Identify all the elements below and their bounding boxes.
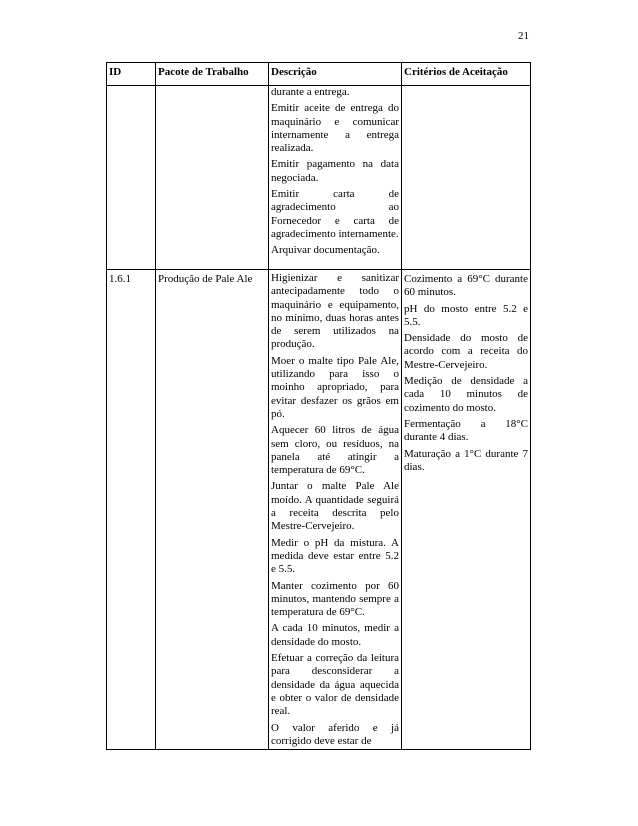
- criterion: Fermentação a 18°C durante 4 dias.: [404, 417, 528, 444]
- cell-criteria: [402, 270, 531, 750]
- header-description: Descrição: [269, 63, 402, 86]
- table-row-work-package: [107, 270, 531, 750]
- description-step: Manter cozimento por 60 minutos, mantendo sempre a temperatura de 69°C.: [271, 579, 399, 619]
- cell-description: [269, 270, 402, 750]
- description-step: Emitir carta de agradecimento ao Fornecedor e carta de agradecimento internamente.: [271, 188, 399, 240]
- cell-package: Produção de Pale Ale: [156, 270, 269, 750]
- table-row-continuation: [107, 86, 531, 270]
- criterion: Maturação a 1°C durante 7 dias.: [404, 447, 528, 473]
- criterion: Densidade do mosto de acordo com a receita do Mestre-Cervejeiro.: [404, 332, 528, 371]
- cell-package: [156, 86, 269, 270]
- header-package: Pacote de Trabalho: [156, 63, 269, 86]
- header-id: ID: [107, 63, 156, 86]
- cell-criteria: [402, 86, 531, 270]
- description-step: A cada 10 minutos, medir a densidade do mosto.: [271, 622, 399, 648]
- criterion: Cozimento a 69°C durante 60 minutos.: [404, 273, 528, 299]
- description-step: Medir o pH da mistura. A medida deve estar entre 5.2 e 5.5.: [271, 536, 399, 576]
- criterion: pH do mosto entre 5.2 e 5.5.: [404, 302, 528, 328]
- description-step: Higienizar e sanitizar antecipadamente todo o maquinário e equipamento, no mínimo, duas horas antes de serem utilizados na produção.: [271, 272, 399, 351]
- page-number: 21: [518, 30, 529, 42]
- description-step: Efetuar a correção da leitura para desconsiderar a densidade da água aquecida e obter o valor de densidade real.: [271, 652, 399, 718]
- description-step: Moer o malte tipo Pale Ale, utilizando para isso o moinho apropriado, para evitar desfazer os grãos em pó.: [271, 354, 399, 420]
- description-step: Aquecer 60 litros de água sem cloro, ou resíduos, na panela até atingir a temperatura de 69°C.: [271, 424, 399, 477]
- header-criteria: Critérios de Aceitação: [402, 63, 531, 86]
- description-step: Juntar o malte Pale Ale moído. A quantidade seguirá a receita descrita pelo Mestre-Cervejeiro.: [271, 480, 399, 533]
- cell-id: [107, 86, 156, 270]
- cell-description: [269, 86, 402, 270]
- work-package-table: [106, 62, 531, 750]
- description-step: Emitir aceite de entrega do maquinário e comunicar internamente a entrega realizada.: [271, 102, 399, 155]
- description-step: O valor aferido e já corrigido deve estar de: [271, 721, 399, 747]
- criterion: Medição de densidade a cada 10 minutos de cozimento do mosto.: [404, 375, 528, 414]
- description-step: Arquivar documentação.: [271, 244, 380, 257]
- description-step: Emitir pagamento na data negociada.: [271, 158, 399, 184]
- cell-id: 1.6.1: [107, 270, 156, 750]
- table-header-row: [107, 63, 531, 86]
- description-step: durante a entrega.: [271, 86, 350, 98]
